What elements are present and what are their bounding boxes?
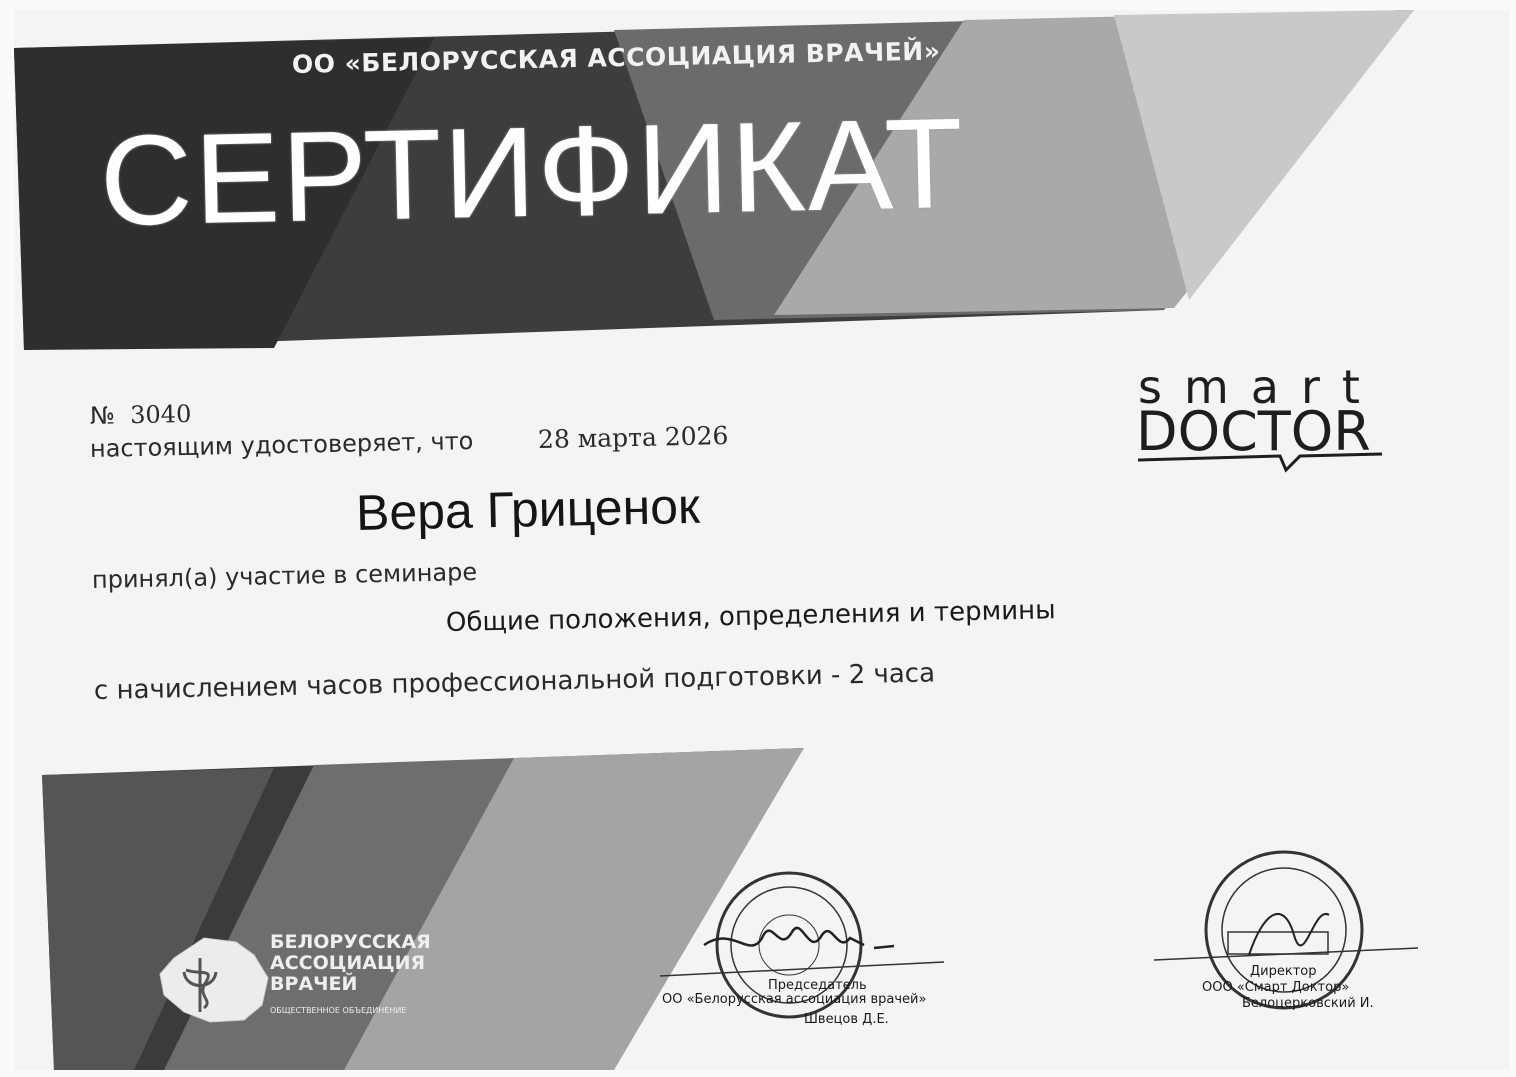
number-value: 3040 [129, 399, 192, 430]
recipient-name: Вера Гриценок [355, 477, 701, 541]
number-label: № [89, 401, 116, 430]
smart-doctor-logo-smart: smart [1138, 360, 1382, 414]
signature-scribble-right [1249, 914, 1329, 955]
participation-text: принял(а) участие в семинаре [91, 557, 478, 594]
certify-text: настоящим удостоверяет, что [89, 426, 474, 463]
association-logo-line: БЕЛОРУССКАЯ [270, 931, 431, 953]
association-logo-line: АССОЦИАЦИЯ [270, 952, 426, 974]
signature-left-organization: ОО «Белорусская ассоциация врачей» [662, 992, 927, 1007]
signature-left-name: Швецов Д.Е. [804, 1012, 889, 1027]
signature-right-title: Директор [1250, 964, 1317, 979]
seminar-title: Общие положения, определения и термины [445, 595, 1056, 638]
hours-text: с начислением часов профессиональной подготовки - 2 часа [93, 658, 936, 706]
signature-right-name: Белоцерковский И. [1242, 996, 1374, 1011]
signature-left-title: Председатель [768, 978, 867, 993]
organization-header: ОО «БЕЛОРУССКАЯ АССОЦИАЦИЯ ВРАЧЕЙ» [291, 36, 941, 79]
association-logo-text [270, 932, 430, 995]
certificate-title: СЕРТИФИКАТ [98, 91, 967, 253]
smart-doctor-logo-doctor: DOCTOR [1136, 400, 1371, 463]
certificate-sheet [14, 10, 1509, 1070]
signature-line-left [660, 962, 944, 976]
association-logo-line: ВРАЧЕЙ [270, 973, 358, 995]
signature-right-organization: ООО «Смарт Доктор» [1202, 980, 1350, 995]
certificate-number [90, 400, 192, 430]
association-logo-subtitle: ОБЩЕСТВЕННОЕ ОБЪЕДИНЕНИЕ [270, 1006, 407, 1015]
issue-date: 28 марта 2026 [537, 421, 729, 454]
